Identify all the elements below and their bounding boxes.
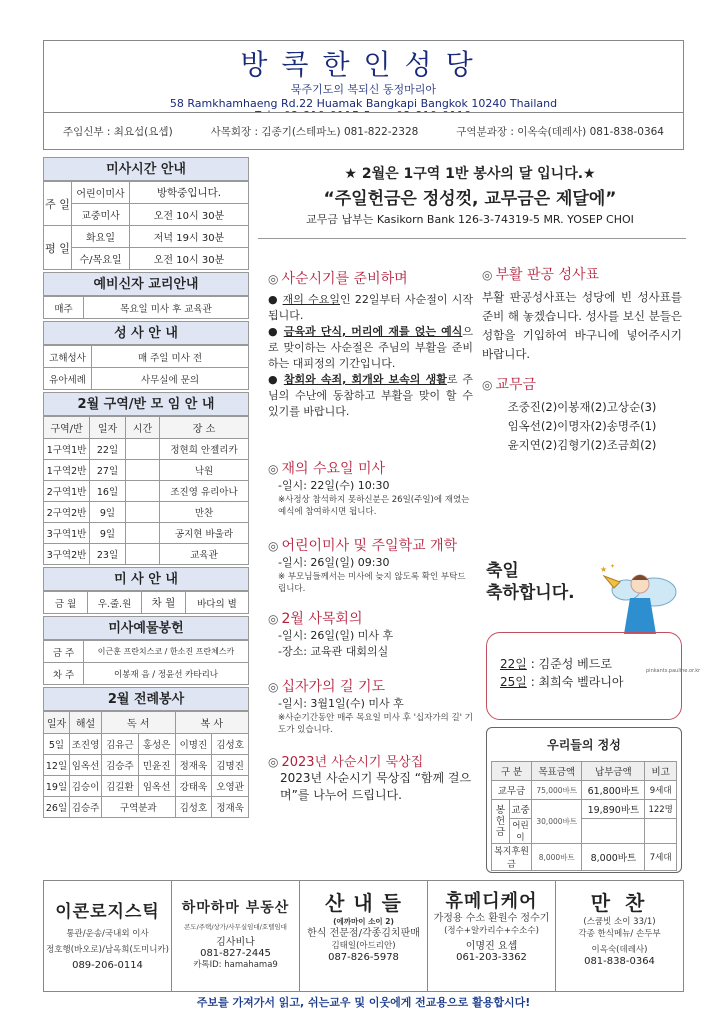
table-row: 12일 임옥선 김승주 민윤진 정재욱 김명진: [44, 755, 249, 776]
offering-title: 우리들의 정성: [547, 738, 621, 752]
table-row: 26일 김승주 구역분과 김성호 정재욱: [44, 797, 249, 818]
footer-message: 주보를 가져가서 읽고, 쉬는교우 및 이웃에게 전교용으로 활용합시다!: [196, 996, 531, 1009]
church-name: 방콕한인성당: [240, 48, 487, 81]
catechumen-title: 예비신자 교리안내: [43, 272, 249, 296]
right-column: ◎ 부활 판공 성사표 부활 판공성사표는 성당에 빈 성사표를 준비 해 놓겠습니다. 성사를 보신 분들은 성함을 기입하여 바구니에 넣어주시기 바랍니다. ◎ 교무금 조중진(2)이봉재(2)고상순(3) 임옥선(2)이명자(2)송명주(1) 윤지연(2)김형기(2)조금희(2): [482, 267, 682, 452]
divider: [258, 238, 686, 239]
group-header: 구역/반: [44, 417, 90, 439]
mass-type: 어린이미사: [72, 182, 130, 204]
ad-medicare: 휴메디케어 가정용 수소 환원수 정수기 (정수+알카리수+수소수) 이명진 요셉 061-203-3362: [428, 881, 556, 991]
children-section: ◎ 어린이미사 및 주일학교 개학 -일시: 26일(일) 09:30 ※ 부모님들께서는 미사에 늦지 않도록 확인 부탁드립니다.: [268, 538, 466, 594]
mass-time: 방학중입니다.: [130, 182, 249, 204]
staff-bar: [43, 112, 684, 150]
bullet-icon: ◎: [268, 462, 279, 476]
table-row: 19일 김승이 김길환 임옥선 강태욱 오영관: [44, 776, 249, 797]
congrats-list: 22일 : 김준성 베드로 25일 : 최희숙 벨라니아: [500, 657, 624, 689]
congrats-title: 축일 축하합니다.: [486, 561, 575, 603]
sacrament-label: 유아세례: [44, 368, 92, 390]
sidebar: [43, 157, 249, 818]
liturgy-title: 2월 전례봉사: [43, 687, 249, 711]
table-row: 3구역1반 9일 공지현 바울라: [44, 523, 249, 544]
table-row: 봉헌금 교중 30,000바트 19,890바트 122명: [492, 800, 677, 819]
ad-logistics: 이콘로지스틱 통관/운송/국내외 이사 정호행(바오로)/남옥희(도미니카) 089-206-0114: [44, 881, 172, 991]
pastor: 주임신부 : 최요섭(요셉): [62, 125, 173, 138]
mass-type: 화요일: [72, 226, 130, 248]
bullet-icon: ◎: [268, 680, 279, 694]
address: 58 Ramkhamhaeng Rd.22 Huamak Bangkapi Bangkok 10240 Thailand: [169, 97, 558, 110]
motto: 묵주기도의 복되신 동정마리아: [290, 83, 437, 96]
district-head: 구역분과장 : 이옥숙(데레사) 081-838-0364: [456, 125, 664, 138]
bullet-icon: ◎: [482, 378, 493, 392]
table-row: 2구역1반 16일 조진영 유리아나: [44, 481, 249, 502]
catechumen-label: 매주: [44, 297, 84, 319]
svg-text:✦: ✦: [610, 563, 616, 570]
table-row: 2구역2반 9일 만찬: [44, 502, 249, 523]
lent-section: ◎ 사순시기를 준비하며 ● 재의 수요일인 22일부터 사순절이 시작됩니다. ● 금육과 단식, 머리에 재를 얹는 예식으로 맞이하는 사순절은 주님의 부활을 준비하는 대피정의 기간입니다. ● 참회와 속죄, 회개와 보속의 생활로 주님의 수난에 동참하고 부활을 맞이 할 수 있기를 바랍니다.: [268, 271, 473, 418]
mass-time-table: [43, 181, 249, 270]
group-header: 시간: [126, 417, 160, 439]
group-meeting-title: 2월 구역/반 모 임 안 내: [43, 392, 249, 416]
sacrament-table: [43, 345, 249, 390]
ads-bar: [43, 880, 684, 992]
catechumen-value: 목요일 미사 후 교육관: [84, 297, 249, 319]
mass-type: 수/목요일: [72, 248, 130, 270]
bullet-icon: ◎: [268, 272, 279, 286]
table-row: 복지후원금 8,000바트 8,000바트 7세대: [492, 844, 677, 871]
mass-type: 교중미사: [72, 204, 130, 226]
mass-time-title: 미사시간 안내: [43, 157, 249, 181]
mass-info-table: 금 월 우.줄.원 차 월 바다의 별: [43, 591, 249, 614]
mass-offering-title: 미사예물봉헌: [43, 616, 249, 640]
table-row: 3구역2반 23일 교육관: [44, 544, 249, 565]
mass-day: 평 일: [44, 226, 72, 270]
table-row: 1구역2반 27일 낙원: [44, 460, 249, 481]
sacrament-label: 고해성사: [44, 346, 92, 368]
offering-table: 구 분 목표금액 납부금액 비고 교무금 75,000바트 61,800바트 9세대 봉헌금 교중 30,000바트 19,890바트 122명 어린이 복지후원금 8,000바트 8,000바트 7세대: [491, 761, 677, 871]
council-president: 사목회장 : 김종기(스테파노) 081-822-2328: [210, 125, 419, 138]
table-row: 1구역1반 22일 정현희 안젤리카: [44, 439, 249, 460]
bullet-icon: ◎: [268, 539, 279, 553]
ad-korean-restaurant: 만 찬 (스쿰빗 소이 33/1) 각종 한식메뉴/ 손두부 이옥숙(데레사) 081-838-0364: [578, 891, 661, 967]
group-header: 장 소: [160, 417, 249, 439]
header: [43, 40, 684, 112]
sacrament-title: 성 사 안 내: [43, 321, 249, 345]
banner-notice: ★ 2월은 1구역 1반 봉사의 달 입니다.★: [344, 166, 596, 182]
lent-title: 사순시기를 준비하며: [281, 271, 408, 287]
liturgy-table: 일자 해설 독 서 복 사 5일 조진영 김유근 홍성은 이명진 김성호 12일 임옥선 김승주 민윤진 정재욱 김명진 19일 김승이 김길환 임옥선 강태욱 오영관 26일 김승주 구역분과 김성호 정재욱: [43, 711, 249, 818]
angel-icon: [596, 562, 686, 642]
group-meeting-table: [43, 416, 249, 565]
mass-day: 주 일: [44, 182, 72, 226]
table-row: 어린이: [492, 819, 677, 844]
svg-text:★: ★: [600, 565, 608, 574]
sacrament-value: 매 주일 미사 전: [92, 346, 249, 368]
bullet-icon: ◎: [268, 755, 279, 769]
mass-info-title: 미 사 안 내: [43, 567, 249, 591]
table-row: 5일 조진영 김유근 홍성은 이명진 김성호: [44, 734, 249, 755]
banner-slogan: “주일헌금은 정성껏, 교무금은 제달에”: [323, 189, 617, 209]
group-header: 일자: [90, 417, 126, 439]
ad-realestate: 하마하마 부동산 콘도/주택/상가/사무실임대/호텔임대 김사비나 081-827-2445 카톡ID: hamahama9: [172, 881, 300, 991]
mass-time: 저녁 19시 30분: [130, 226, 249, 248]
pastoral-section: ◎ 2월 사목회의 -일시: 26일(일) 미사 후 -장소: 교육관 대회의실: [268, 611, 394, 658]
image-credit: pinkants.pauline.or.kr: [646, 668, 701, 674]
mass-time: 오전 10시 30분: [130, 204, 249, 226]
banner-bank: 교무금 납부는 Kasikorn Bank 126-3-74319-5 MR. YOSEP CHOI: [306, 213, 634, 226]
bullet-icon: ◎: [482, 268, 493, 282]
catechumen-table: [43, 296, 249, 319]
meditation-section: ◎ 2023년 사순시기 묵상집 2023년 사순시기 묵상집 “함께 걸으며”를 나누어 드립니다.: [268, 755, 472, 802]
table-row: 교무금 75,000바트 61,800바트 9세대: [492, 781, 677, 800]
sacrament-value: 사무실에 문의: [92, 368, 249, 390]
stations-section: ◎ 십자가의 길 기도 -일시: 3월1일(수) 미사 후 ※사순기간동안 매주 목요일 미사 후 '십자가의 길' 기도가 있습니다.: [268, 679, 473, 735]
ad-restaurant: 산 내 들 (에까마이 소이 2) 한식 전문점/각종김치판매 김태일(아드리안) 087-826-5978: [300, 881, 428, 991]
mass-time: 오전 10시 30분: [130, 248, 249, 270]
ash-section: ◎ 재의 수요일 미사 -일시: 22일(수) 10:30 ※사정상 참석하지 못하신분은 26일(주일)에 재였는예식에 참여하시면 됩니다.: [268, 461, 470, 517]
bullet-icon: ◎: [268, 612, 279, 626]
mass-offering-table: 금 주 이근훈 프란치스코 / 한소진 프란체스카 차 주 이봉재 음 / 정윤선 카타리나: [43, 640, 249, 685]
